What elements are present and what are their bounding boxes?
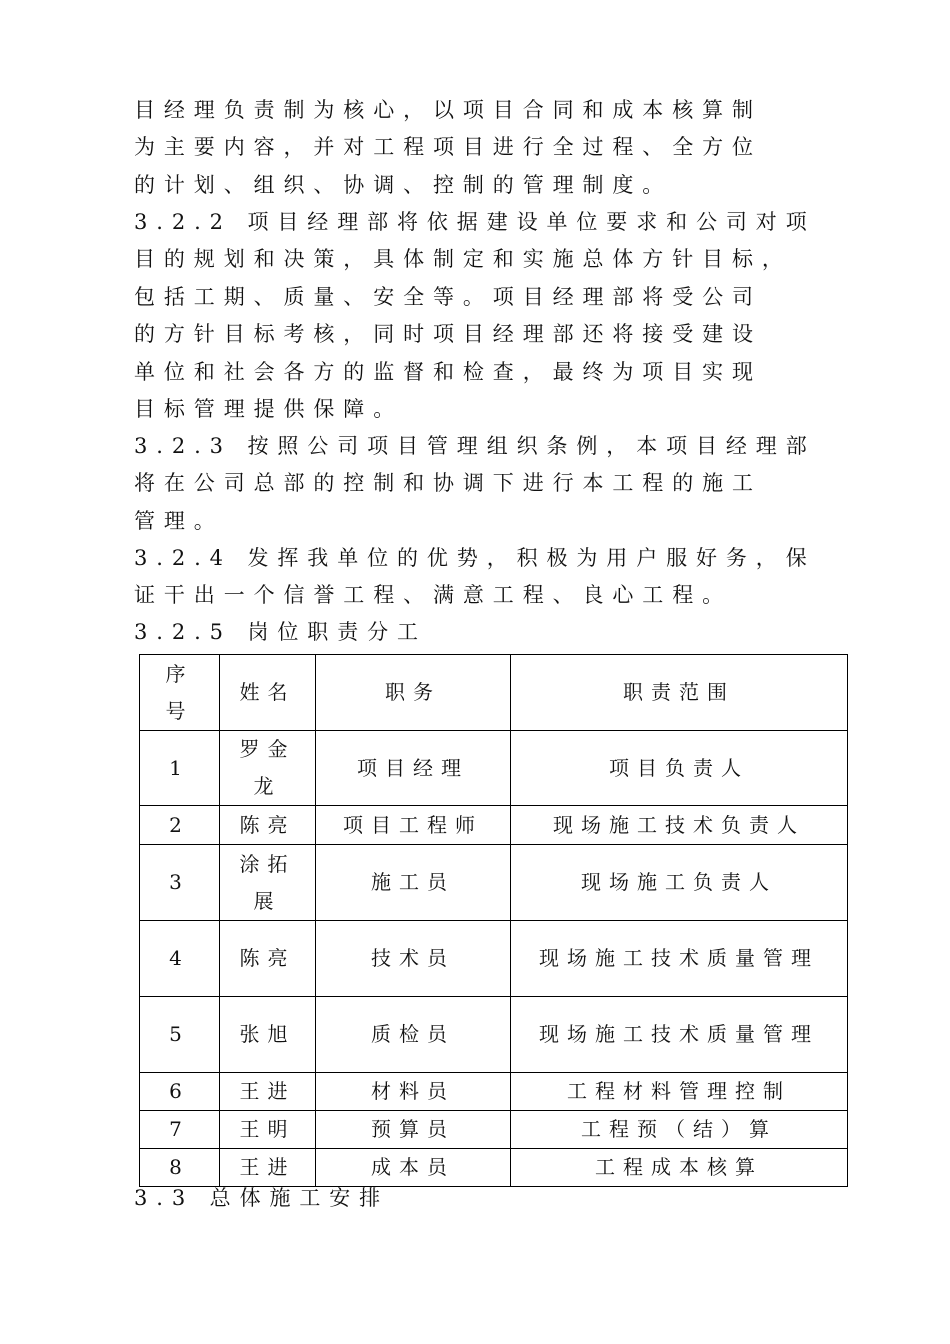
cell-name: 罗金龙 — [220, 731, 316, 806]
section-3-2-2-paragraph — [134, 204, 874, 428]
cell-name: 王进 — [220, 1149, 316, 1187]
header-scope: 职责范围 — [511, 655, 848, 731]
header-post: 职务 — [316, 655, 511, 731]
paragraph-line: 3.2.2 项目经理部将依据建设单位要求和公司对项 — [134, 210, 816, 234]
cell-no: 2 — [140, 806, 220, 845]
cell-name: 王明 — [220, 1111, 316, 1149]
cell-post: 成本员 — [316, 1149, 511, 1187]
table-row — [140, 921, 848, 997]
paragraph-line: 目的规划和决策，具体制定和实施总体方针目标， — [134, 247, 792, 272]
cell-scope: 现场施工技术质量管理 — [511, 921, 848, 997]
cell-name: 王进 — [220, 1073, 316, 1111]
header-no: 序号 — [140, 655, 220, 731]
table-row — [140, 1073, 848, 1111]
paragraph-line: 证干出一个信誉工程、满意工程、良心工程。 — [134, 583, 732, 608]
paragraph-line: 目标管理提供保障。 — [134, 397, 404, 422]
cell-post: 项目经理 — [316, 731, 511, 806]
cell-scope: 现场施工负责人 — [511, 845, 848, 921]
section-3-3-heading: 3.3 总体施工安排 — [134, 1186, 390, 1210]
cell-scope: 现场施工技术质量管理 — [511, 997, 848, 1073]
paragraph-line: 的方针目标考核，同时项目经理部还将接受建设 — [134, 322, 762, 347]
cell-name: 涂拓展 — [220, 845, 316, 921]
table-row — [140, 1149, 848, 1187]
table-header-row — [140, 655, 848, 731]
table-row — [140, 1111, 848, 1149]
cell-post: 施工员 — [316, 845, 511, 921]
cell-name: 张旭 — [220, 997, 316, 1073]
cell-post: 预算员 — [316, 1111, 511, 1149]
section-3-2-4-paragraph — [134, 540, 874, 615]
paragraph-line: 目经理负责制为核心，以项目合同和成本核算制 — [134, 98, 762, 122]
cell-no: 7 — [140, 1111, 220, 1149]
table-row — [140, 731, 848, 806]
table-row — [140, 997, 848, 1073]
header-name: 姓名 — [220, 655, 316, 731]
cell-no: 3 — [140, 845, 220, 921]
cell-post: 质检员 — [316, 997, 511, 1073]
paragraph-line: 将在公司总部的控制和协调下进行本工程的施工 — [134, 471, 762, 496]
cell-scope: 工程预（结）算 — [511, 1111, 848, 1149]
paragraph-line: 包括工期、质量、安全等。项目经理部将受公司 — [134, 284, 762, 309]
table-row — [140, 806, 848, 845]
cell-post: 材料员 — [316, 1073, 511, 1111]
section-3-2-5-heading: 3.2.5 岗位职责分工 — [134, 620, 427, 644]
cell-no: 8 — [140, 1149, 220, 1187]
cell-name: 陈亮 — [220, 921, 316, 997]
cell-post: 项目工程师 — [316, 806, 511, 845]
cell-no: 1 — [140, 731, 220, 806]
duty-table — [139, 654, 848, 1187]
paragraph-line: 为主要内容，并对工程项目进行全过程、全方位 — [134, 135, 762, 160]
table-row — [140, 845, 848, 921]
section-3-2-3-paragraph — [134, 428, 874, 540]
cell-scope: 工程材料管理控制 — [511, 1073, 848, 1111]
paragraph-line: 单位和社会各方的监督和检查，最终为项目实现 — [134, 359, 762, 384]
cell-scope: 工程成本核算 — [511, 1149, 848, 1187]
cell-no: 4 — [140, 921, 220, 997]
paragraph-line: 3.2.3 按照公司项目管理组织条例，本项目经理部 — [134, 434, 816, 458]
intro-paragraph — [134, 92, 874, 204]
paragraph-line: 的计划、组织、协调、控制的管理制度。 — [134, 172, 673, 197]
cell-no: 6 — [140, 1073, 220, 1111]
cell-scope: 项目负责人 — [511, 731, 848, 806]
paragraph-line: 3.2.4 发挥我单位的优势，积极为用户服好务，保 — [134, 546, 816, 570]
paragraph-line: 管理。 — [134, 508, 224, 533]
cell-scope: 现场施工技术负责人 — [511, 806, 848, 845]
cell-no: 5 — [140, 997, 220, 1073]
cell-post: 技术员 — [316, 921, 511, 997]
cell-name: 陈亮 — [220, 806, 316, 845]
